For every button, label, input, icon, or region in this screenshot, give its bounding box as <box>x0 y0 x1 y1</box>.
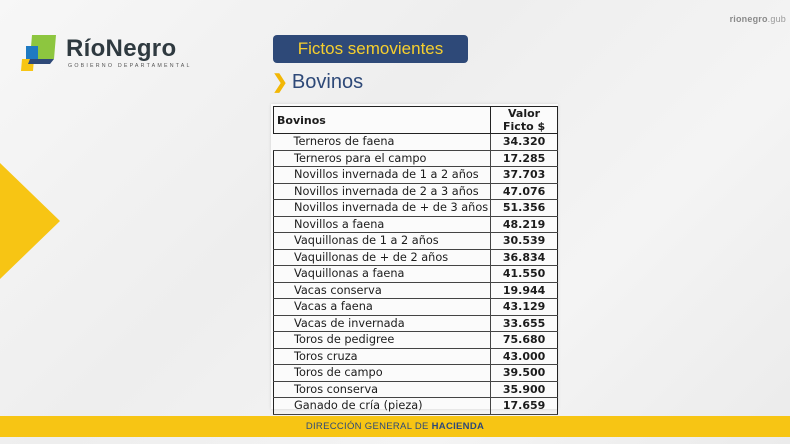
slide-title: Fictos semovientes <box>273 35 468 63</box>
table-row <box>274 398 558 415</box>
row-category: Toros conserva <box>274 381 491 398</box>
row-value: 43.000 <box>491 348 558 365</box>
footer-prefix: DIRECCIÓN GENERAL DE <box>305 421 429 432</box>
decorative-triangle <box>0 163 60 279</box>
table-row <box>274 282 558 299</box>
row-value: 19.944 <box>491 282 558 299</box>
row-value: 34.320 <box>491 134 558 151</box>
table-row <box>274 266 558 283</box>
logo-name: RíoNegro <box>66 35 177 62</box>
rionegro-logo <box>18 32 192 78</box>
row-category: Vaquillonas a faena <box>274 266 491 283</box>
row-category: Toros de pedigree <box>274 332 491 349</box>
website-url-brand: rionegro <box>729 14 768 24</box>
row-value: 30.539 <box>491 233 558 250</box>
row-category: Vacas conserva <box>274 282 491 299</box>
row-value: 35.900 <box>491 381 558 398</box>
row-category: Novillos invernada de 1 a 2 años <box>274 167 491 184</box>
row-value: 41.550 <box>491 266 558 283</box>
footer-bar <box>0 416 790 437</box>
table-row <box>274 216 558 233</box>
footer-emphasis: HACIENDA <box>431 421 485 432</box>
table-row <box>274 150 558 167</box>
row-category: Novillos invernada de + de 3 años <box>274 200 491 217</box>
row-category: Novillos a faena <box>274 216 491 233</box>
column-header-category: Bovinos <box>274 107 491 134</box>
table-row <box>274 233 558 250</box>
table-row <box>274 299 558 316</box>
row-category: Novillos invernada de 2 a 3 años <box>274 183 491 200</box>
table-body <box>274 134 558 415</box>
subtitle-text: Bovinos <box>291 71 364 93</box>
row-value: 43.129 <box>491 299 558 316</box>
website-url-suffix: .gub <box>767 14 786 24</box>
table-row <box>274 200 558 217</box>
table-row <box>274 249 558 266</box>
row-value: 33.655 <box>491 315 558 332</box>
row-category: Toros de campo <box>274 365 491 382</box>
website-url[interactable] <box>730 14 786 24</box>
row-value: 17.659 <box>491 398 558 415</box>
table-header-row <box>274 107 558 134</box>
row-value: 39.500 <box>491 365 558 382</box>
row-value: 51.356 <box>491 200 558 217</box>
column-header-value: Valor Ficto $ <box>491 107 558 134</box>
table-row <box>274 381 558 398</box>
scanned-table-image <box>271 104 558 413</box>
row-value: 36.834 <box>491 249 558 266</box>
row-category: Vaquillonas de 1 a 2 años <box>274 233 491 250</box>
row-category: Vacas de invernada <box>274 315 491 332</box>
row-category: Ganado de cría (pieza) <box>274 398 491 415</box>
chevron-right-icon: ❯ <box>272 72 288 93</box>
logo-tagline: GOBIERNO DEPARTAMENTAL <box>68 63 192 69</box>
row-category: Terneros para el campo <box>274 150 491 167</box>
logo-mark-icon <box>18 32 62 76</box>
section-subtitle <box>272 71 363 95</box>
table-row <box>274 134 558 151</box>
table-row <box>274 332 558 349</box>
row-category: Vaquillonas de + de 2 años <box>274 249 491 266</box>
row-value: 17.285 <box>491 150 558 167</box>
row-value: 75.680 <box>491 332 558 349</box>
row-category: Vacas a faena <box>274 299 491 316</box>
row-value: 48.219 <box>491 216 558 233</box>
row-category: Terneros de faena <box>274 134 491 151</box>
table-row <box>274 365 558 382</box>
row-value: 47.076 <box>491 183 558 200</box>
table-row <box>274 348 558 365</box>
row-category: Toros cruza <box>274 348 491 365</box>
table-row <box>274 167 558 184</box>
ficto-table <box>273 106 558 415</box>
row-value: 37.703 <box>491 167 558 184</box>
table-row <box>274 183 558 200</box>
table-row <box>274 315 558 332</box>
